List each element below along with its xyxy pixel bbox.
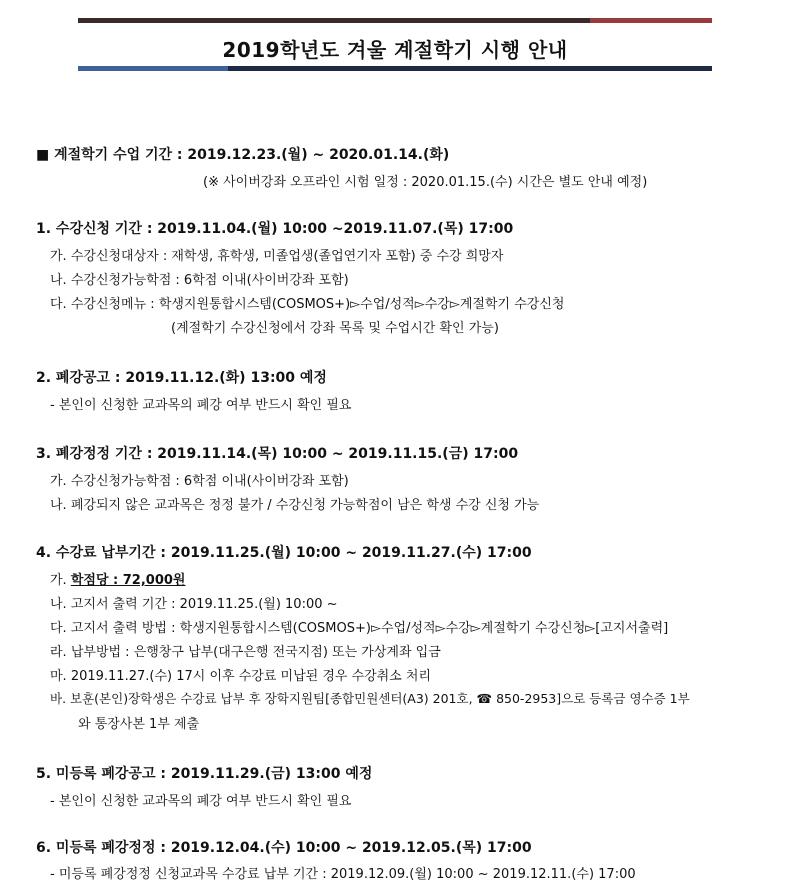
intro-note: (※ 사이버강좌 오프라인 시험 일정 : 2020.01.15.(수) 시간은 별도 안내 예정) bbox=[203, 175, 648, 190]
section-4-heading: 4. 수강료 납부기간 : 2019.11.25.(월) 10:00 ~ 2019.11.27.(수) 17:00 bbox=[36, 545, 532, 561]
section-4-item-5: 마. 2019.11.27.(수) 17시 이후 수강료 미납된 경우 수강취소 처리 bbox=[50, 669, 432, 684]
document-title: 2019학년도 겨울 계절학기 시행 안내 bbox=[222, 38, 568, 62]
title-top-rule-accent bbox=[590, 18, 712, 23]
section-4-item-4: 라. 납부방법 : 은행창구 납부(대구은행 전국지점) 또는 가상계좌 입금 bbox=[50, 645, 441, 660]
section-1-item-1: 가. 수강신청대상자 : 재학생, 휴학생, 미졸업생(졸업연기자 포함) 중 수강 희망자 bbox=[50, 249, 504, 264]
title-bottom-rule-accent bbox=[78, 66, 228, 71]
section-5-heading: 5. 미등록 폐강공고 : 2019.11.29.(금) 13:00 예정 bbox=[36, 766, 373, 782]
section-5-item-1: - 본인이 신청한 교과목의 폐강 여부 반드시 확인 필요 bbox=[50, 794, 352, 809]
section-4-item-3: 다. 고지서 출력 방법 : 학생지원통합시스템(COSMOS+)▻수업/성적▻수강▻계절학기 수강신청▻[고지서출력] bbox=[50, 621, 669, 636]
section-4-item-1-prefix: 가. bbox=[50, 573, 71, 588]
fee-per-credit: 학점당 : 72,000원 bbox=[70, 573, 186, 588]
section-3-heading: 3. 폐강정정 기간 : 2019.11.14.(목) 10:00 ~ 2019.11.15.(금) 17:00 bbox=[36, 446, 519, 462]
section-1-heading: 1. 수강신청 기간 : 2019.11.04.(월) 10:00 ~2019.11.07.(목) 17:00 bbox=[36, 221, 514, 237]
section-6-heading: 6. 미등록 폐강정정 : 2019.12.04.(수) 10:00 ~ 2019.12.05.(목) 17:00 bbox=[36, 840, 532, 856]
section-4-item-6-cont: 와 통장사본 1부 제출 bbox=[78, 717, 200, 732]
intro-heading: ■ 계절학기 수업 기간 : 2019.12.23.(월) ~ 2020.01.14.(화) bbox=[36, 147, 450, 163]
section-1-item-3: 다. 수강신청메뉴 : 학생지원통합시스템(COSMOS+)▻수업/성적▻수강▻계절학기 수강신청 bbox=[50, 297, 565, 312]
section-2-item-1: - 본인이 신청한 교과목의 폐강 여부 반드시 확인 필요 bbox=[50, 398, 352, 413]
section-1-item-3-note: (계절학기 수강신청에서 강좌 목록 및 수업시간 확인 가능) bbox=[171, 321, 499, 336]
title-top-rule bbox=[78, 18, 712, 23]
section-3-item-1: 가. 수강신청가능학점 : 6학점 이내(사이버강좌 포함) bbox=[50, 474, 349, 489]
section-2-heading: 2. 폐강공고 : 2019.11.12.(화) 13:00 예정 bbox=[36, 370, 327, 386]
section-4-item-6: 바. 보훈(본인)장학생은 수강료 납부 후 장학지원팀[종합민원센터(A3) 201호, ☎ 850-2953]으로 등록금 영수증 1부 bbox=[50, 691, 690, 706]
section-1-item-2: 나. 수강신청가능학점 : 6학점 이내(사이버강좌 포함) bbox=[50, 273, 349, 288]
section-3-item-2: 나. 폐강되지 않은 교과목은 정정 불가 / 수강신청 가능학점이 남은 학생 수강 신청 가능 bbox=[50, 498, 540, 513]
section-4-item-1 bbox=[50, 569, 185, 588]
section-6-item-1: - 미등록 폐강정정 신청교과목 수강료 납부 기간 : 2019.12.09.(월) 10:00 ~ 2019.12.11.(수) 17:00 bbox=[50, 867, 636, 882]
section-4-item-2: 나. 고지서 출력 기간 : 2019.11.25.(월) 10:00 ~ bbox=[50, 597, 338, 612]
title-bottom-rule bbox=[78, 66, 712, 71]
